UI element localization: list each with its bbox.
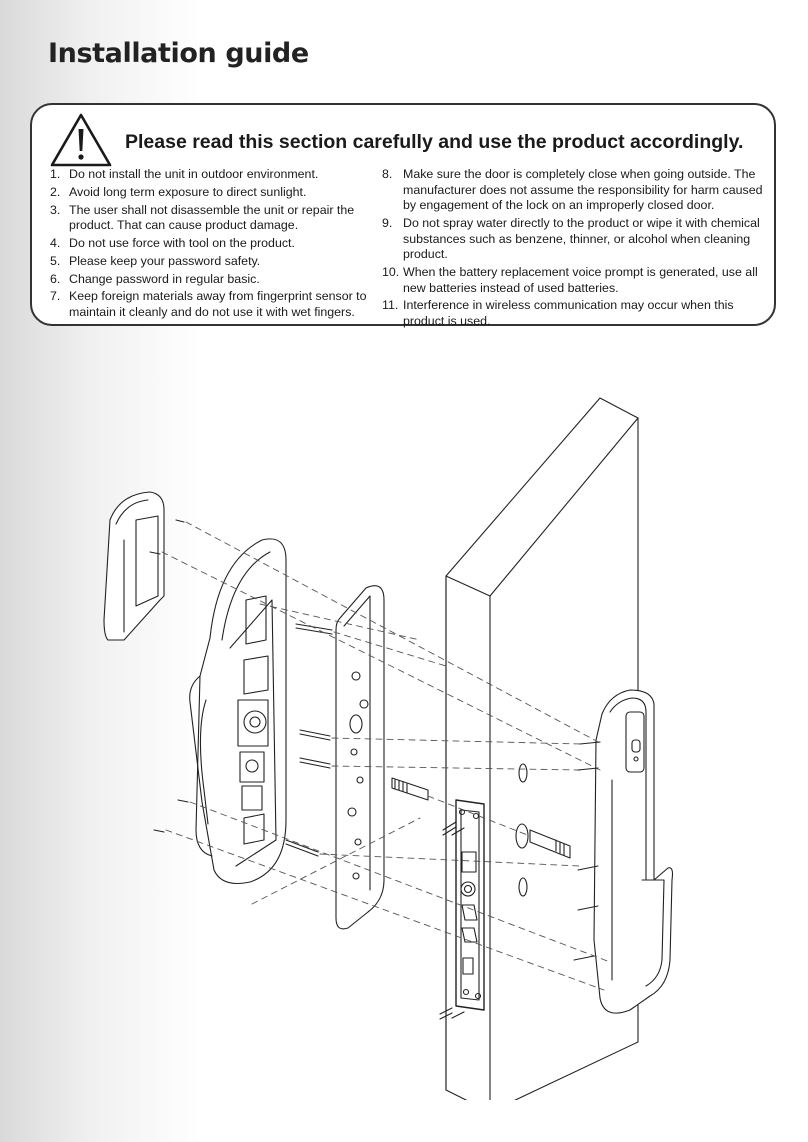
item-number: 5. <box>50 253 61 268</box>
item-text: Do not install the unit in outdoor environment. <box>69 167 319 181</box>
list-item <box>382 167 767 214</box>
item-text: Change password in regular basic. <box>69 271 260 286</box>
item-number: 6. <box>50 271 61 286</box>
warning-triangle-icon <box>48 111 114 169</box>
caution-list-right <box>382 167 767 332</box>
list-item <box>50 236 380 252</box>
item-number: 3. <box>50 202 61 217</box>
item-text: Do not use force with tool on the product. <box>69 235 295 250</box>
caution-list-left <box>50 167 380 323</box>
item-number: 2. <box>50 184 61 199</box>
item-number: 4. <box>50 235 61 250</box>
page-title: Installation guide <box>48 38 309 69</box>
item-number: 1. <box>50 167 61 181</box>
item-text: Keep foreign materials away from fingerprint sensor to maintain it cleanly and do not use it with wet fingers. <box>69 289 367 319</box>
list-item <box>382 298 767 329</box>
list-item <box>382 216 767 263</box>
inside-body <box>190 539 286 884</box>
item-number: 8. <box>382 167 393 181</box>
list-item <box>50 272 380 288</box>
item-number: 9. <box>382 215 393 230</box>
item-text: Please keep your password safety. <box>69 253 261 268</box>
item-text: When the battery replacement voice prompt is generated, use all new batteries instead of used batteries. <box>403 264 758 295</box>
item-text: Do not spray water directly to the product or wipe it with chemical substances such as benzene, thinner, or alcohol when cleaning product. <box>403 215 760 262</box>
mounting-plate <box>336 586 384 929</box>
list-item <box>50 185 380 201</box>
item-number: 11. <box>382 298 399 313</box>
list-item <box>382 265 767 296</box>
list-item <box>50 203 380 234</box>
list-item <box>50 289 380 320</box>
item-text: Interference in wireless communication may occur when this product is used. <box>403 298 734 328</box>
list-item <box>50 167 380 183</box>
list-item <box>50 254 380 270</box>
item-text: The user shall not disassemble the unit or repair the product. That can cause product damage. <box>69 202 355 233</box>
battery-cover <box>104 492 164 640</box>
exploded-installation-diagram <box>0 340 808 1100</box>
item-number: 10. <box>382 264 400 279</box>
caution-heading: Please read this section carefully and use the product accordingly. <box>125 131 744 153</box>
item-text: Make sure the door is completely close when going outside. The manufacturer does not assume the responsibility for harm caused by engagement of the lock on an improperly closed door. <box>403 167 763 213</box>
outside-unit <box>594 690 673 1013</box>
item-text: Avoid long term exposure to direct sunlight. <box>69 184 307 199</box>
caution-box <box>30 103 776 326</box>
item-number: 7. <box>50 289 61 304</box>
